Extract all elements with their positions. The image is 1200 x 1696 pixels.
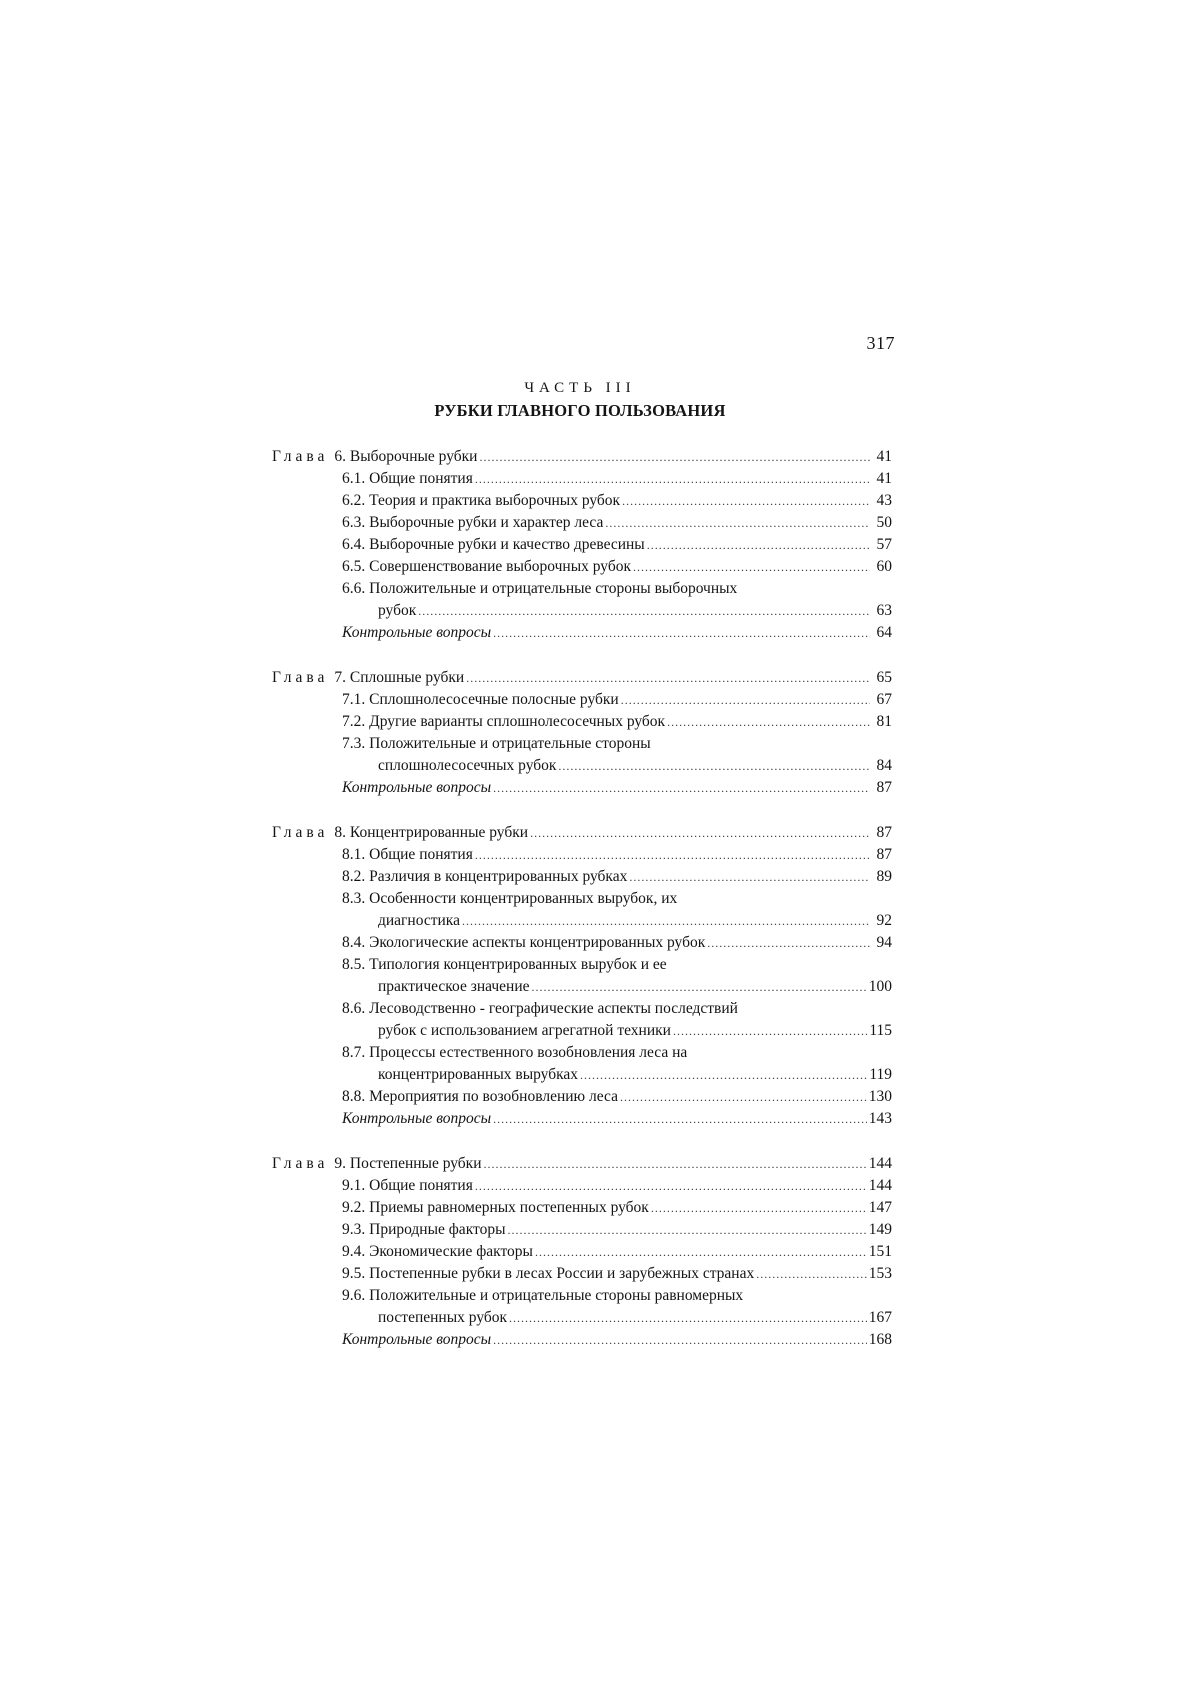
chapter-page-number: 87 <box>876 824 892 841</box>
section-title-line: 8.6. Лесоводственно - географические аспекты последствий <box>342 1000 738 1017</box>
section-title-line: Контрольные вопросы <box>342 1110 492 1127</box>
toc-section <box>272 534 892 556</box>
section-page-number: 50 <box>876 514 892 531</box>
toc-review-questions <box>272 777 892 799</box>
dot-leader <box>493 1329 867 1351</box>
section-title-line: Контрольные вопросы <box>342 624 492 641</box>
chapter-number: 6. <box>334 448 347 465</box>
section-title-line: 8.5. Типология концентрированных вырубок и ее <box>342 956 667 973</box>
dot-leader <box>580 1064 867 1086</box>
dot-leader <box>532 976 867 998</box>
toc-section <box>272 578 892 600</box>
page-number: 317 <box>866 333 895 353</box>
section-title-line: 8.1. Общие понятия <box>342 846 473 863</box>
toc-section <box>272 711 892 733</box>
toc-section <box>272 556 892 578</box>
toc-chapter <box>272 822 892 1130</box>
toc-section <box>272 733 892 755</box>
section-page-number: 147 <box>868 1199 892 1216</box>
dot-leader <box>647 534 870 556</box>
section-page-number: 167 <box>868 1309 892 1326</box>
chapter-word: Глава <box>272 1155 329 1172</box>
toc-section <box>272 1285 892 1307</box>
toc-section <box>272 1020 892 1042</box>
toc-section <box>272 1219 892 1241</box>
section-page-number: 151 <box>868 1243 892 1260</box>
toc-section <box>272 755 892 777</box>
section-title-line: 9.3. Природные факторы <box>342 1221 506 1238</box>
section-page-number: 115 <box>869 1022 892 1039</box>
chapter-number: 8. <box>334 824 347 841</box>
section-page-number: 87 <box>876 846 892 863</box>
dot-leader <box>707 932 870 954</box>
toc-review-questions <box>272 1108 892 1130</box>
chapter-page-number: 41 <box>876 448 892 465</box>
chapter-heading-text <box>272 446 477 468</box>
section-title-line: 9.5. Постепенные рубки в лесах России и зарубежных странах <box>342 1265 755 1282</box>
section-title-line: 7.1. Сплошнолесосечные полосные рубки <box>342 691 619 708</box>
section-title-line: Контрольные вопросы <box>342 1331 492 1348</box>
section-page-number: 63 <box>876 602 892 619</box>
dot-leader <box>756 1263 867 1285</box>
toc-section <box>272 976 892 998</box>
toc-chapter <box>272 446 892 644</box>
section-title-line: 9.2. Приемы равномерных постепенных рубок <box>342 1199 649 1216</box>
section-page-number: 94 <box>876 934 892 951</box>
section-title-line: 6.1. Общие понятия <box>342 470 473 487</box>
chapter-heading-text <box>272 667 464 689</box>
dot-leader <box>484 1153 867 1175</box>
chapter-heading-text <box>272 1153 482 1175</box>
toc-chapter <box>272 667 892 799</box>
toc-section <box>272 954 892 976</box>
toc-chapter-heading <box>272 822 892 844</box>
dot-leader <box>462 910 870 932</box>
toc-section <box>272 490 892 512</box>
section-title-line: сплошнолесосечных рубок <box>378 757 557 774</box>
section-title-line: 8.8. Мероприятия по возобновлению леса <box>342 1088 618 1105</box>
section-title-line: 8.4. Экологические аспекты концентрированных рубок <box>342 934 706 951</box>
dot-leader <box>466 667 870 689</box>
toc-review-questions <box>272 622 892 644</box>
section-title-line: 6.4. Выборочные рубки и качество древесины <box>342 536 645 553</box>
chapter-page-number: 65 <box>876 669 892 686</box>
part-title: ЧАСТЬ III <box>524 380 636 396</box>
toc-section <box>272 1263 892 1285</box>
chapter-title: Выборочные рубки <box>349 448 478 465</box>
toc-section <box>272 844 892 866</box>
section-page-number: 60 <box>876 558 892 575</box>
toc-section <box>272 888 892 910</box>
toc-section <box>272 512 892 534</box>
section-title-line: рубок <box>378 602 417 619</box>
section-title-line: концентрированных вырубках <box>378 1066 579 1083</box>
section-page-number: 130 <box>868 1088 892 1105</box>
toc-section <box>272 689 892 711</box>
chapter-number: 7. <box>334 669 347 686</box>
section-title-line: 8.3. Особенности концентрированных вырубок, их <box>342 890 678 907</box>
section-page-number: 92 <box>876 912 892 929</box>
toc-chapter-heading <box>272 667 892 689</box>
dot-leader <box>493 622 870 644</box>
toc-section <box>272 1307 892 1329</box>
section-page-number: 84 <box>876 757 892 774</box>
toc-section <box>272 1042 892 1064</box>
dot-leader <box>558 755 870 777</box>
toc-section <box>272 1175 892 1197</box>
section-title-line: 6.2. Теория и практика выборочных рубок <box>342 492 621 509</box>
section-title-line: 6.6. Положительные и отрицательные стороны выборочных <box>342 580 738 597</box>
dot-leader <box>418 600 870 622</box>
section-page-number: 143 <box>868 1110 892 1127</box>
dot-leader <box>633 556 870 578</box>
toc-section <box>272 600 892 622</box>
dot-leader <box>475 468 870 490</box>
dot-leader <box>509 1307 867 1329</box>
chapter-word: Глава <box>272 669 329 686</box>
dot-leader <box>629 866 870 888</box>
chapter-title: Постепенные рубки <box>349 1155 482 1172</box>
dot-leader <box>651 1197 867 1219</box>
section-page-number: 43 <box>876 492 892 509</box>
toc-section <box>272 1064 892 1086</box>
section-page-number: 149 <box>868 1221 892 1238</box>
section-page-number: 119 <box>869 1066 892 1083</box>
toc-section <box>272 468 892 490</box>
chapter-heading-text <box>272 822 528 844</box>
section-title-line: практическое значение <box>378 978 530 995</box>
toc-section <box>272 910 892 932</box>
section-title-line: 6.3. Выборочные рубки и характер леса <box>342 514 604 531</box>
chapter-title: Сплошные рубки <box>349 669 465 686</box>
section-title-line: 9.6. Положительные и отрицательные стороны равномерных <box>342 1287 744 1304</box>
section-page-number: 144 <box>868 1177 892 1194</box>
section-page-number: 87 <box>876 779 892 796</box>
chapter-word: Глава <box>272 448 329 465</box>
section-page-number: 153 <box>868 1265 892 1282</box>
section-title-line: Контрольные вопросы <box>342 779 492 796</box>
section-page-number: 57 <box>876 536 892 553</box>
dot-leader <box>475 1175 867 1197</box>
part-subtitle: РУБКИ ГЛАВНОГО ПОЛЬЗОВАНИЯ <box>434 401 726 420</box>
toc-review-questions <box>272 1329 892 1351</box>
dot-leader <box>530 822 870 844</box>
section-page-number: 41 <box>876 470 892 487</box>
dot-leader <box>479 446 870 468</box>
toc-section <box>272 1086 892 1108</box>
table-of-contents <box>272 446 892 1374</box>
chapter-page-number: 144 <box>868 1155 892 1172</box>
section-page-number: 64 <box>876 624 892 641</box>
dot-leader <box>508 1219 867 1241</box>
chapter-word: Глава <box>272 824 329 841</box>
dot-leader <box>535 1241 867 1263</box>
chapter-number: 9. <box>334 1155 347 1172</box>
toc-section <box>272 866 892 888</box>
section-title-line: 8.7. Процессы естественного возобновления леса на <box>342 1044 688 1061</box>
section-page-number: 67 <box>876 691 892 708</box>
section-title-line: постепенных рубок <box>378 1309 508 1326</box>
dot-leader <box>667 711 870 733</box>
section-title-line: рубок с использованием агрегатной техники <box>378 1022 671 1039</box>
section-page-number: 89 <box>876 868 892 885</box>
dot-leader <box>673 1020 867 1042</box>
toc-chapter-heading <box>272 1153 892 1175</box>
section-title-line: 7.3. Положительные и отрицательные стороны <box>342 735 651 752</box>
dot-leader <box>620 1086 867 1108</box>
dot-leader <box>493 777 870 799</box>
dot-leader <box>475 844 870 866</box>
section-page-number: 168 <box>868 1331 892 1348</box>
section-title-line: 9.1. Общие понятия <box>342 1177 473 1194</box>
toc-chapter <box>272 1153 892 1351</box>
toc-chapter-heading <box>272 446 892 468</box>
section-title-line: 6.5. Совершенствование выборочных рубок <box>342 558 631 575</box>
dot-leader <box>493 1108 867 1130</box>
section-title-line: 7.2. Другие варианты сплошнолесосечных рубок <box>342 713 666 730</box>
toc-section <box>272 998 892 1020</box>
dot-leader <box>621 689 870 711</box>
chapter-title: Концентрированные рубки <box>349 824 529 841</box>
section-title-line: диагностика <box>378 912 460 929</box>
section-title-line: 8.2. Различия в концентрированных рубках <box>342 868 628 885</box>
section-page-number: 81 <box>876 713 892 730</box>
dot-leader <box>622 490 870 512</box>
toc-section <box>272 932 892 954</box>
section-title-line: 9.4. Экономические факторы <box>342 1243 533 1260</box>
section-page-number: 100 <box>868 978 892 995</box>
toc-section <box>272 1241 892 1263</box>
dot-leader <box>605 512 870 534</box>
toc-section <box>272 1197 892 1219</box>
